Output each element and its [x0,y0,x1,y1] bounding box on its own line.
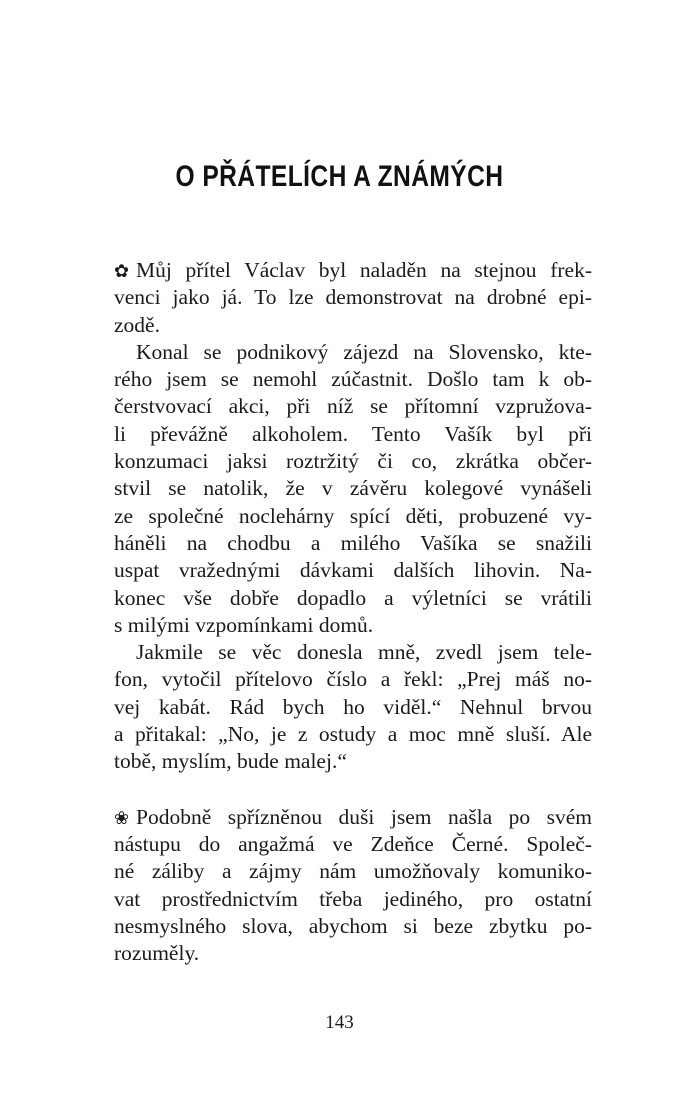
paragraph [114,804,592,968]
text-line: konec vše dobře dopadlo a výletníci se vrátili [114,585,592,610]
chapter-body [114,257,592,967]
paragraph [114,339,592,639]
section-gap [114,776,592,804]
text-line: vej kabát. Rád bych ho viděl.“ Nehnul brvou [114,694,592,719]
text-line: li převážně alkoholem. Tento Vašík byl při [114,421,592,446]
text-line: né záliby a zájmy nám umožňovaly komuniko- [114,859,592,884]
text-line: uspat vražednými dávkami dalších lihovin. Na- [114,558,592,583]
chapter-title: O PŘÁTELÍCH A ZNÁMÝCH [175,160,504,193]
paragraph [114,639,592,775]
paragraph [114,257,592,339]
text-line: konzumaci jaksi roztržitý či co, zkrátka občer- [114,449,592,474]
text-line: zodě. [114,312,160,337]
text-line: rozuměly. [114,941,200,966]
page-number: 143 [325,1012,354,1033]
text-line: tobě, myslím, bude malej.“ [114,749,347,774]
text-line: nesmyslného slova, abychom si beze zbytku po- [114,913,592,938]
outline-flower-icon: ❀ [114,807,130,828]
section [114,804,592,968]
section [114,257,592,776]
text-line: stvil se natolik, že v závěru kolegové vynášeli [114,476,592,501]
text-line: fon, vytočil přítelovo číslo a řekl: „Prej máš no- [114,667,592,692]
text-line: venci jako já. To lze demonstrovat na drobné epi- [114,285,592,310]
filled-flower-icon: ✿ [114,261,130,281]
text-line: ❀ Podobně spřízněnou duši jsem našla po svém [114,804,592,831]
text-line: Jakmile se věc donesla mně, zvedl jsem tele- [136,640,592,665]
text-line: rého jsem se nemohl zúčastnit. Došlo tam k ob- [114,367,592,392]
text-line: háněli na chodbu a milého Vašíka se snažili [114,530,592,555]
text-line: ze společné noclehárny spící děti, probuzené vy- [114,503,592,528]
text-line: nástupu do angažmá ve Zdeňce Černé. Společ- [114,831,592,856]
text-line: a přitakal: „No, je z ostudy a moc mně sluší. Ale [114,722,592,747]
text-line: Konal se podnikový zájezd na Slovensko, kte- [136,339,592,364]
text-line: čerstvovací akci, při níž se přítomní vzpružova- [114,394,592,419]
text-line: ✿ Můj přítel Václav byl naladěn na stejnou frek- [114,257,592,284]
text-line: s milými vzpomínkami domů. [114,612,374,637]
text-line: vat prostřednictvím třeba jediného, pro ostatní [114,886,592,911]
